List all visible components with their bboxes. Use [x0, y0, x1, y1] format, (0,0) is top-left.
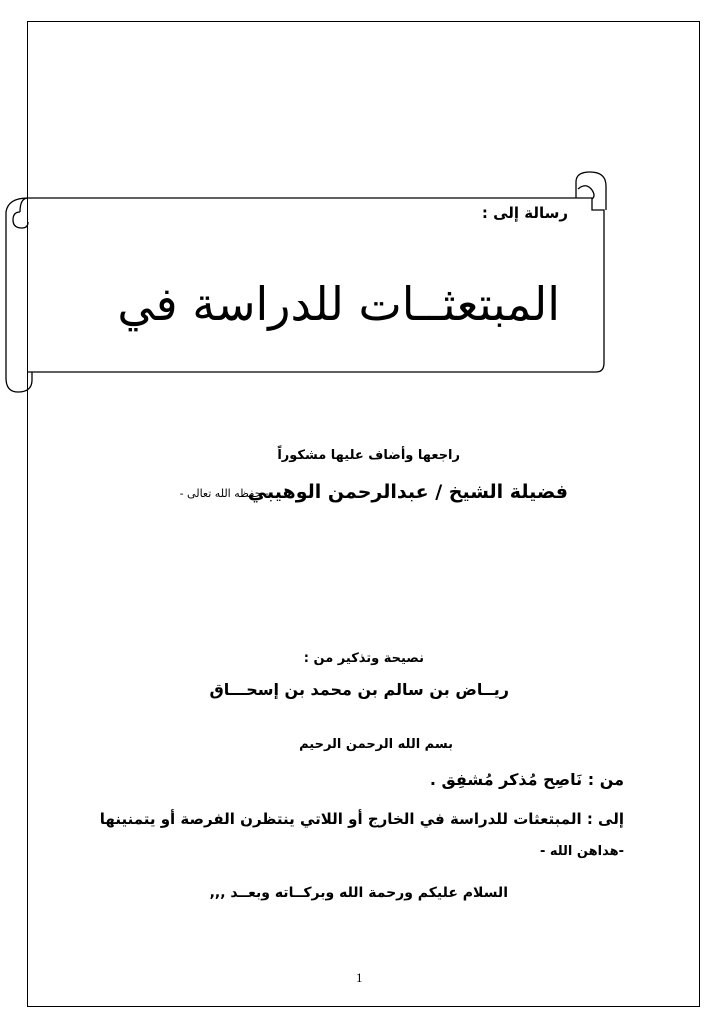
page-number: 1 — [356, 970, 363, 985]
main-title: المبتعثــات للدراسة في — [117, 277, 560, 331]
advice-from-label: نصيحة وتذكير من : — [303, 651, 424, 666]
salam-greeting: السلام عليكم ورحمة الله وبركــاته وبعــد ,,, — [209, 885, 508, 901]
reviewed-by-note: راجعها وأضاف عليها مشكوراً — [277, 448, 460, 463]
from-line: من : نَاصِح مُذكر مُشفِق . — [429, 770, 624, 789]
author-name: ريــاض بن سالم بن محمد بن إسحـــاق — [209, 680, 509, 699]
basmala: بسم الله الرحمن الرحيم — [299, 737, 453, 752]
to-line: إلى : المبتعثات للدراسة في الخارج أو اللاتي ينتظرن الفرصة أو يتمنينها — [99, 810, 624, 828]
sheikh-dua: - حفظه الله تعالى - — [179, 487, 269, 500]
sheikh-name: فضيلة الشيخ / عبدالرحمن الوهيبي — [247, 481, 568, 503]
dua-line: -هداهن الله - — [539, 844, 624, 859]
scroll-to-label: رسالة إلى : — [481, 204, 568, 222]
